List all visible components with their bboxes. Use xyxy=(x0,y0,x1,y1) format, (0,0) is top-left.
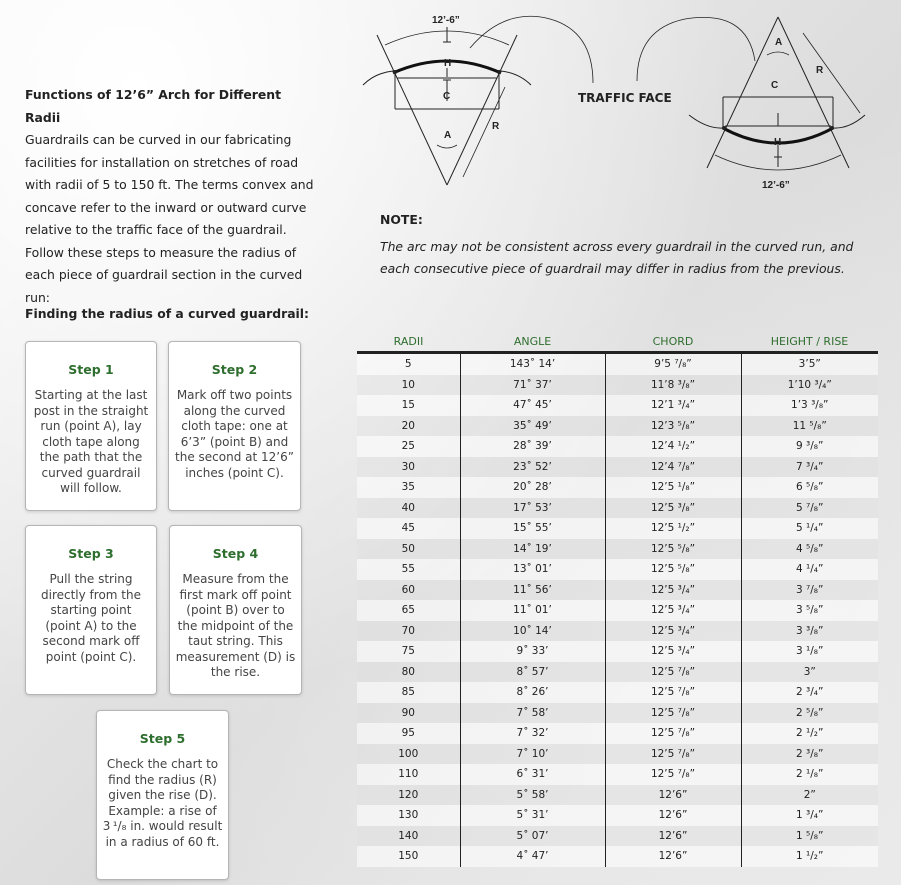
chord-cell: 12’5 ³/₄” xyxy=(605,580,741,601)
rise-cell: 2 ³/₈” xyxy=(741,744,878,765)
rise-cell: 3 ⁷/₈” xyxy=(741,580,878,601)
rise-cell: 3 ⁵/₈” xyxy=(741,600,878,621)
step-1-body: Starting at the last post in the straight run (point A), lay cloth tape along the path that the curved guardrail will follow. xyxy=(33,388,149,495)
chord-cell: 12’6” xyxy=(605,785,741,806)
header-chord: CHORD xyxy=(605,331,741,353)
step-1-card xyxy=(25,341,157,511)
rise-cell: 5 ⁷/₈” xyxy=(741,498,878,519)
radii-cell: 80 xyxy=(357,662,460,683)
step-5-body: Check the chart to find the radius (R) given the rise (D). Example: a rise of 3 ¹/₈ in. would result in a radius of 60 ft. xyxy=(102,757,223,849)
note-section xyxy=(380,212,860,280)
chord-cell: 12’4 ¹/₂” xyxy=(605,436,741,457)
angle-cell: 143˚ 14’ xyxy=(460,353,605,375)
angle-cell: 4˚ 47’ xyxy=(460,846,605,867)
chord-cell: 12’5 ³/₄” xyxy=(605,621,741,642)
radii-cell: 45 xyxy=(357,518,460,539)
right-c-label: C xyxy=(771,80,779,91)
step-2-card xyxy=(168,341,301,511)
right-dim-label: 12’-6” xyxy=(762,180,790,191)
table-row xyxy=(357,805,878,826)
chord-cell: 12’5 ³/₄” xyxy=(605,641,741,662)
table-row xyxy=(357,457,878,478)
rise-cell: 6 ⁵/₈” xyxy=(741,477,878,498)
chord-cell: 12’4 ⁷/₈” xyxy=(605,457,741,478)
chord-cell: 12’5 ¹/₂” xyxy=(605,518,741,539)
radii-cell: 15 xyxy=(357,395,460,416)
left-c-label: C xyxy=(443,91,451,102)
radii-cell: 130 xyxy=(357,805,460,826)
intro-title: Functions of 12’6” Arch for Different Radii xyxy=(25,87,282,125)
rise-cell: 2 ¹/₂” xyxy=(741,723,878,744)
step-4-body: Measure from the first mark off point (point B) over to the midpoint of the taut string. This measurement (D) is the rise. xyxy=(175,572,296,679)
rise-cell: 2” xyxy=(741,785,878,806)
table-row xyxy=(357,662,878,683)
rise-cell: 3 ³/₈” xyxy=(741,621,878,642)
angle-cell: 14˚ 19’ xyxy=(460,539,605,560)
radii-cell: 85 xyxy=(357,682,460,703)
table-body xyxy=(357,353,878,867)
left-a-label: A xyxy=(444,130,452,141)
step-5-title: Step 5 xyxy=(139,731,186,746)
radii-cell: 75 xyxy=(357,641,460,662)
angle-cell: 20˚ 28’ xyxy=(460,477,605,498)
right-a-label: A xyxy=(775,37,783,48)
chord-cell: 12’6” xyxy=(605,805,741,826)
right-h-label: H xyxy=(774,137,782,148)
step-2-title: Step 2 xyxy=(211,362,258,377)
chord-cell: 12’5 ⁷/₈” xyxy=(605,662,741,683)
step-5-card xyxy=(96,710,229,880)
left-r-label: R xyxy=(492,121,500,132)
right-r-label: R xyxy=(816,65,824,76)
rise-cell: 7 ³/₄” xyxy=(741,457,878,478)
angle-cell: 11˚ 56’ xyxy=(460,580,605,601)
header-height-rise: HEIGHT / RISE xyxy=(741,331,878,353)
table-row xyxy=(357,764,878,785)
chord-cell: 12’5 ⁵/₈” xyxy=(605,559,741,580)
table-row xyxy=(357,498,878,519)
table-row xyxy=(357,826,878,847)
angle-cell: 6˚ 31’ xyxy=(460,764,605,785)
rise-cell: 1 ³/₄” xyxy=(741,805,878,826)
rise-cell: 1 ¹/₂” xyxy=(741,846,878,867)
radii-cell: 40 xyxy=(357,498,460,519)
angle-cell: 7˚ 32’ xyxy=(460,723,605,744)
table-header-row xyxy=(357,331,878,353)
angle-cell: 5˚ 31’ xyxy=(460,805,605,826)
radii-cell: 35 xyxy=(357,477,460,498)
table-row xyxy=(357,375,878,396)
finding-title: Finding the radius of a curved guardrail: xyxy=(25,306,309,321)
table-row xyxy=(357,416,878,437)
angle-cell: 71˚ 37’ xyxy=(460,375,605,396)
table-row xyxy=(357,436,878,457)
rise-cell: 5 ¹/₄” xyxy=(741,518,878,539)
table-row xyxy=(357,846,878,867)
angle-cell: 17˚ 53’ xyxy=(460,498,605,519)
chord-cell: 12’5 ⁷/₈” xyxy=(605,723,741,744)
rise-cell: 1’3 ³/₈” xyxy=(741,395,878,416)
rise-cell: 4 ⁵/₈” xyxy=(741,539,878,560)
chord-cell: 12’5 ³/₈” xyxy=(605,498,741,519)
radii-cell: 110 xyxy=(357,764,460,785)
header-angle: ANGLE xyxy=(460,331,605,353)
chord-cell: 9’5 ⁷/₈” xyxy=(605,353,741,375)
chord-cell: 12’5 ⁵/₈” xyxy=(605,539,741,560)
table-row xyxy=(357,723,878,744)
chord-cell: 11’8 ³/₈” xyxy=(605,375,741,396)
radii-cell: 70 xyxy=(357,621,460,642)
chord-cell: 12’5 ⁷/₈” xyxy=(605,744,741,765)
radii-cell: 150 xyxy=(357,846,460,867)
angle-cell: 5˚ 58’ xyxy=(460,785,605,806)
table-row xyxy=(357,785,878,806)
traffic-face-label: TRAFFIC FACE xyxy=(578,91,672,105)
radii-cell: 50 xyxy=(357,539,460,560)
angle-cell: 13˚ 01’ xyxy=(460,559,605,580)
table-row xyxy=(357,744,878,765)
radii-cell: 25 xyxy=(357,436,460,457)
chord-cell: 12’5 ¹/₈” xyxy=(605,477,741,498)
right-arch-diagram xyxy=(689,17,865,191)
rise-cell: 2 ¹/₈” xyxy=(741,764,878,785)
radii-cell: 90 xyxy=(357,703,460,724)
rise-cell: 2 ³/₄” xyxy=(741,682,878,703)
table-row xyxy=(357,518,878,539)
rise-cell: 3 ¹/₈” xyxy=(741,641,878,662)
step-2-body: Mark off two points along the curved cloth tape: one at 6’3” (point B) and the second at 12’6” inches (point C). xyxy=(175,388,294,480)
radii-cell: 65 xyxy=(357,600,460,621)
angle-cell: 10˚ 14’ xyxy=(460,621,605,642)
step-1-title: Step 1 xyxy=(68,362,114,377)
intro-body: Guardrails can be curved in our fabricating facilities for installation on stretches of road with radii of 5 to 150 ft. The terms convex and concave refer to the inward or outward curve relative to the traffic face of the guardrail. Follow these steps to measure the radius of each piece of guardrail section in the curved run: xyxy=(25,132,314,305)
rise-cell: 9 ³/₈” xyxy=(741,436,878,457)
table-row xyxy=(357,703,878,724)
angle-cell: 11˚ 01’ xyxy=(460,600,605,621)
step-3-card xyxy=(25,525,157,695)
angle-cell: 15˚ 55’ xyxy=(460,518,605,539)
note-text: The arc may not be consistent across every guardrail in the curved run, and each consecutive piece of guardrail may differ in radius from the previous. xyxy=(380,239,854,276)
chord-cell: 12’5 ⁷/₈” xyxy=(605,703,741,724)
table-row xyxy=(357,559,878,580)
left-arch-diagram xyxy=(363,15,531,185)
angle-cell: 8˚ 57’ xyxy=(460,662,605,683)
radii-cell: 140 xyxy=(357,826,460,847)
table-row xyxy=(357,395,878,416)
radii-cell: 95 xyxy=(357,723,460,744)
step-4-title: Step 4 xyxy=(212,546,259,561)
angle-cell: 35˚ 49’ xyxy=(460,416,605,437)
radii-cell: 120 xyxy=(357,785,460,806)
rise-cell: 3” xyxy=(741,662,878,683)
rise-cell: 4 ¹/₄” xyxy=(741,559,878,580)
angle-cell: 47˚ 45’ xyxy=(460,395,605,416)
table-row xyxy=(357,539,878,560)
table-row xyxy=(357,580,878,601)
table-row xyxy=(357,682,878,703)
chord-cell: 12’5 ³/₄” xyxy=(605,600,741,621)
angle-cell: 9˚ 33’ xyxy=(460,641,605,662)
chord-cell: 12’1 ³/₄” xyxy=(605,395,741,416)
radii-cell: 30 xyxy=(357,457,460,478)
radii-cell: 55 xyxy=(357,559,460,580)
step-4-card xyxy=(169,525,302,695)
radii-cell: 20 xyxy=(357,416,460,437)
radii-cell: 100 xyxy=(357,744,460,765)
radii-cell: 10 xyxy=(357,375,460,396)
chord-cell: 12’6” xyxy=(605,826,741,847)
note-label: NOTE: xyxy=(380,212,423,227)
angle-cell: 28˚ 39’ xyxy=(460,436,605,457)
step-3-title: Step 3 xyxy=(68,546,114,561)
chord-cell: 12’5 ⁷/₈” xyxy=(605,682,741,703)
table-row xyxy=(357,353,878,375)
intro-section xyxy=(25,84,315,309)
step-3-body: Pull the string directly from the starting point (point A) to the second mark off point (point C). xyxy=(41,572,141,664)
angle-cell: 8˚ 26’ xyxy=(460,682,605,703)
chord-cell: 12’3 ⁵/₈” xyxy=(605,416,741,437)
left-h-label: H xyxy=(444,58,452,69)
rise-cell: 1’10 ³/₄” xyxy=(741,375,878,396)
rise-cell: 1 ⁵/₈” xyxy=(741,826,878,847)
header-radii: RADII xyxy=(357,331,460,353)
angle-cell: 7˚ 10’ xyxy=(460,744,605,765)
left-dim-label: 12’-6” xyxy=(432,15,460,26)
table-row xyxy=(357,621,878,642)
radii-cell: 60 xyxy=(357,580,460,601)
rise-cell: 3’5” xyxy=(741,353,878,375)
angle-cell: 23˚ 52’ xyxy=(460,457,605,478)
angle-cell: 7˚ 58’ xyxy=(460,703,605,724)
chord-cell: 12’5 ⁷/₈” xyxy=(605,764,741,785)
table-row xyxy=(357,641,878,662)
chord-cell: 12’6” xyxy=(605,846,741,867)
angle-cell: 5˚ 07’ xyxy=(460,826,605,847)
table-row xyxy=(357,600,878,621)
rise-cell: 11 ⁵/₈” xyxy=(741,416,878,437)
rise-cell: 2 ⁵/₈” xyxy=(741,703,878,724)
table-row xyxy=(357,477,878,498)
radii-cell: 5 xyxy=(357,353,460,375)
radius-table xyxy=(357,331,878,867)
